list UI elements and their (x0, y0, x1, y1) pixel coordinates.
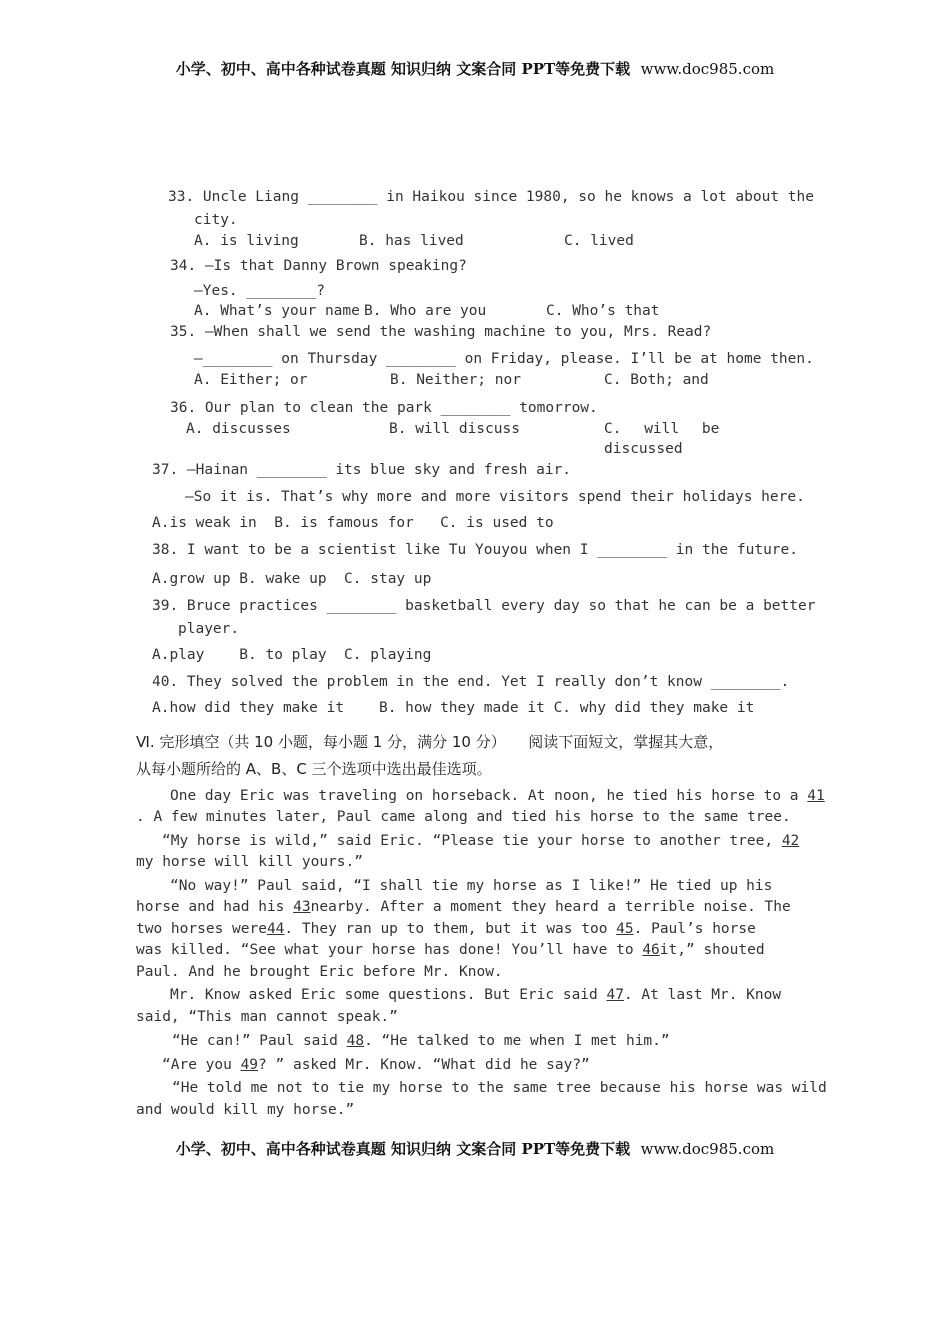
passage-line: “No way!” Paul said, “I shall tie my horse as I like!” He tied up his (170, 878, 773, 894)
q36-option-c-cont: discussed (604, 441, 683, 457)
blank-42: 42 (781, 833, 800, 849)
q34-option-b: B. Who are you (364, 303, 487, 319)
q34-option-a: A. What’s your name (194, 303, 360, 319)
q38-options: A.grow up B. wake up C. stay up (152, 571, 432, 587)
q33-option-b: B. has lived (359, 233, 464, 249)
header-url: www.doc985.com (640, 60, 775, 78)
passage-line: and would kill my horse.” (136, 1102, 355, 1118)
q38-stem: 38. I want to be a scientist like Tu Youyou when I ________ in the future. (152, 542, 799, 558)
blank-47: 47 (606, 987, 624, 1003)
passage-line: “Are you 49? ” asked Mr. Know. “What did he say?” (162, 1057, 590, 1073)
header-text: 小学、初中、高中各种试卷真题 知识归纳 文案合同 PPT等免费下载 (175, 60, 631, 78)
q37-options: A.is weak in B. is famous for C. is used to (152, 515, 554, 531)
q34-option-c: C. Who’s that (546, 303, 660, 319)
blank-45: 45 (616, 921, 634, 937)
q36-option-c: C. will be (604, 421, 720, 437)
passage-line: . A few minutes later, Paul came along and tied his horse to the same tree. (136, 809, 791, 825)
q34-stem: 34. —Is that Danny Brown speaking? (170, 258, 467, 274)
passage-line: Paul. And he brought Eric before Mr. Know. (136, 964, 503, 980)
blank-43: 43 (293, 899, 311, 915)
blank-46: 46 (642, 942, 660, 958)
passage-line: Mr. Know asked Eric some questions. But Eric said 47. At last Mr. Know (170, 987, 782, 1003)
blank-44: 44 (266, 921, 285, 937)
footer-url: www.doc985.com (640, 1140, 775, 1158)
q34-stem-cont: —Yes. ________? (194, 283, 325, 299)
passage-line: my horse will kill yours.” (136, 854, 363, 870)
page-header (0, 58, 950, 79)
q36-stem: 36. Our plan to clean the park ________ tomorrow. (170, 400, 598, 416)
q35-stem: 35. —When shall we send the washing machine to you, Mrs. Read? (170, 324, 712, 340)
q37-stem: 37. —Hainan ________ its blue sky and fresh air. (152, 462, 572, 478)
q33-option-a: A. is living (194, 233, 299, 249)
page-footer (0, 1138, 950, 1159)
blank-49: 49 (240, 1057, 259, 1073)
q36-option-b: B. will discuss (389, 421, 520, 437)
q39-stem: 39. Bruce practices ________ basketball every day so that he can be a better (152, 598, 816, 614)
passage-line: horse and had his 43nearby. After a moment they heard a terrible noise. The (136, 899, 791, 915)
passage-line: “My horse is wild,” said Eric. “Please tie your horse to another tree, 42 (162, 833, 800, 849)
q40-options: A.how did they make it B. how they made it C. why did they make it (152, 700, 755, 716)
q35-option-c: C. Both; and (604, 372, 709, 388)
q33-stem-cont: city. (194, 212, 238, 228)
blank-41: 41 (807, 788, 825, 804)
q35-stem-cont: —________ on Thursday ________ on Friday, please. I’ll be at home then. (194, 351, 814, 367)
q35-option-b: B. Neither; nor (390, 372, 521, 388)
passage-line: “He told me not to tie my horse to the same tree because his horse was wild (172, 1080, 827, 1096)
q39-stem-cont: player. (178, 621, 240, 637)
passage-line: was killed. “See what your horse has done! You’ll have to 46it,” shouted (136, 942, 765, 958)
q39-options: A.play B. to play C. playing (152, 647, 432, 663)
q35-option-a: A. Either; or (194, 372, 308, 388)
q33-option-c: C. lived (564, 233, 634, 249)
passage-line: One day Eric was traveling on horseback. At noon, he tied his horse to a 41 (170, 788, 825, 804)
q36-option-a: A. discusses (186, 421, 291, 437)
q37-stem-cont: —So it is. That’s why more and more visitors spend their holidays here. (185, 489, 805, 505)
section-6-title: Ⅵ. 完形填空（共 10 小题，每小题 1 分，满分 10 分） 阅读下面短文，掌握其大意， (136, 733, 724, 751)
passage-line: said, “This man cannot speak.” (136, 1009, 398, 1025)
passage-line: two horses were44. They ran up to them, but it was too 45. Paul’s horse (136, 921, 756, 937)
blank-48: 48 (346, 1033, 365, 1049)
passage-line: “He can!” Paul said 48. “He talked to me when I met him.” (172, 1033, 670, 1049)
q40-stem: 40. They solved the problem in the end. Yet I really don’t know ________. (152, 674, 790, 690)
section-6-instructions: 从每小题所给的 A、B、C 三个选项中选出最佳选项。 (136, 760, 492, 778)
q33-stem: 33. Uncle Liang ________ in Haikou since 1980, so he knows a lot about the (168, 189, 815, 205)
footer-text: 小学、初中、高中各种试卷真题 知识归纳 文案合同 PPT等免费下载 (175, 1140, 631, 1158)
